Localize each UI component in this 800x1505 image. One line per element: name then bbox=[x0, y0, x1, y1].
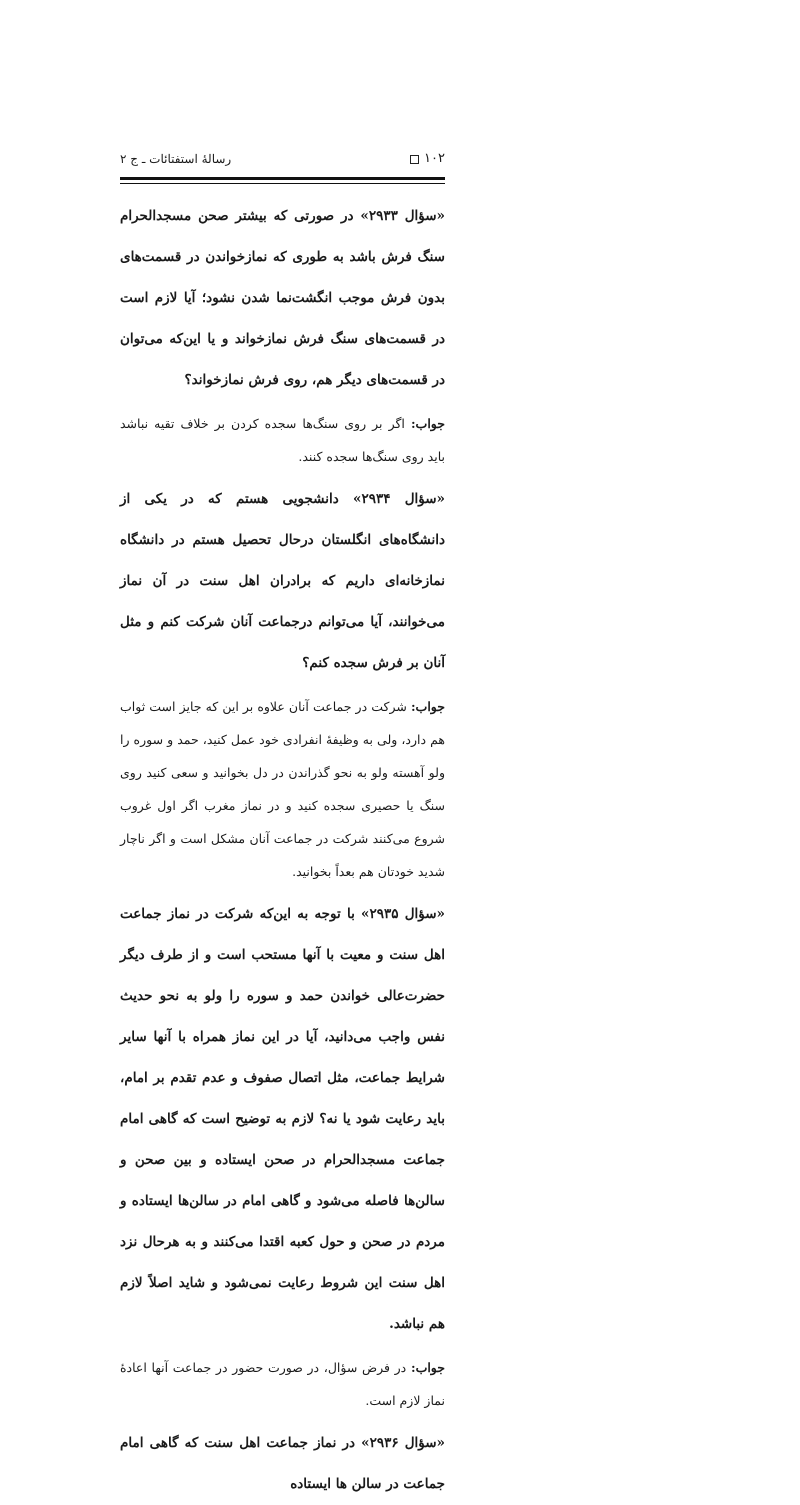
answer-label: جواب: bbox=[410, 1360, 445, 1375]
answer-text: در فرض سؤال، در صورت حضور در جماعت آنها اعادهٔ نماز لازم است. bbox=[120, 1360, 445, 1408]
answer-2934 bbox=[120, 690, 445, 888]
question-2935: «سؤال ۲۹۳۵» با توجه به این‌که شرکت در نماز جماعت اهل سنت و معیت با آنها مستحب است و از طرف دیگر حضرت‌عالی خواندن حمد و سوره را ولو به نحو حدیث نفس واجب می‌دانید، آیا در این نماز همراه با آنها سایر شرایط جماعت، مثل اتصال صفوف و عدم تقدم بر امام، باید رعایت شود یا نه؟ لازم به توضیح است که گاهی امام جماعت مسجدالحرام در صحن ایستاده و بین صحن و سالن‌ها فاصله می‌شود و گاهی امام در سالن‌ها ایستاده و مردم در صحن و حول کعبه اقتدا می‌کنند و به هرحال نزد اهل سنت این شروط رعایت نمی‌شود و شاید اصلاً لازم هم نباشد. bbox=[120, 906, 445, 1332]
answer-text: شرکت در جماعت آنان علاوه بر این که جایز است ثواب هم دارد، ولی به وظیفهٔ انفرادی خود عمل کنید، حمد و سوره را ولو آهسته ولو به نحو گذراندن در دل بخوانید و سعی کنید روی سنگ یا حصیری سجده کنید و در نماز مغرب اگر اول غروب شروع می‌کنند شرکت در جماعت آنان مشکل است و اگر ناچار شدید خودتان هم بعداً بخوانید. bbox=[120, 699, 445, 879]
page-content bbox=[120, 196, 445, 1492]
answer-2935 bbox=[120, 1351, 445, 1417]
header-divider-thick bbox=[120, 177, 445, 180]
question-2933: «سؤال ۲۹۳۳» در صورتی که بیشتر صحن مسجدالحرام سنگ فرش باشد به طوری که نمازخواندن در قسمت‌های بدون فرش موجب انگشت‌نما شدن نشود؛ آیا لازم است در قسمت‌های سنگ فرش نمازخواند و یا این‌که می‌توان در قسمت‌های دیگر هم، روی فرش نمازخواند؟ bbox=[120, 208, 445, 388]
question-2934: «سؤال ۲۹۳۴» دانشجویی هستم که در یکی از دانشگاه‌های انگلستان درحال تحصیل هستم در دانشگاه نمازخانه‌ای داریم که برادران اهل سنت در آن نماز می‌خوانند، آیا می‌توانم درجماعت آنان شرکت کنم و مثل آنان بر فرش سجده کنم؟ bbox=[120, 491, 445, 671]
square-ornament-icon bbox=[410, 155, 419, 164]
answer-label: جواب: bbox=[410, 699, 445, 714]
question-2936: «سؤال ۲۹۳۶» در نماز جماعت اهل سنت که گاهی امام جماعت در سالن ها ایستاده bbox=[120, 1435, 445, 1492]
header-divider-thin bbox=[120, 183, 445, 184]
page-number: ۱۰۲ bbox=[424, 151, 445, 166]
answer-label: جواب: bbox=[410, 416, 445, 431]
answer-2933 bbox=[120, 407, 445, 473]
page-header bbox=[120, 150, 445, 170]
page-number-group bbox=[410, 150, 445, 168]
answer-text: اگر بر روی سنگ‌ها سجده کردن بر خلاف تقیه نباشد باید روی سنگ‌ها سجده کنند. bbox=[120, 416, 445, 464]
book-title: رسالهٔ استفتائات ـ ج ۲ bbox=[120, 152, 232, 166]
